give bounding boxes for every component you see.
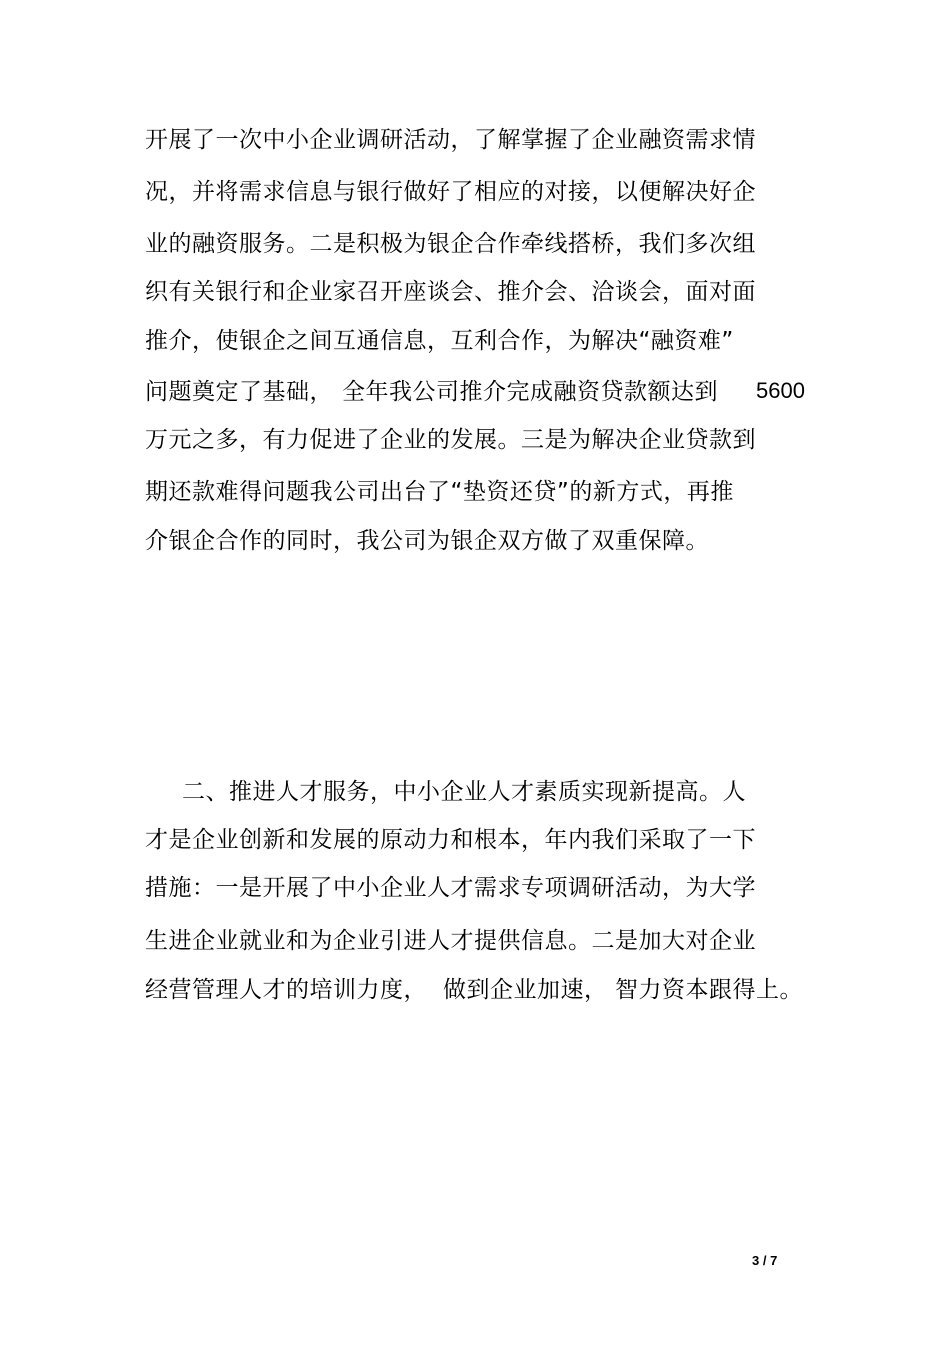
paragraph-line: 况，并将需求信息与银行做好了相应的对接，以便解决好企 <box>145 179 756 205</box>
paragraph-line: 万元之多，有力促进了企业的发展。三是为解决企业贷款到 <box>145 427 756 453</box>
paragraph-line: 介银企合作的同时，我公司为银企双方做了双重保障。 <box>145 528 709 554</box>
line-segment: 问题奠定了基础， <box>145 379 333 405</box>
paragraph-line: 开展了一次中小企业调研活动，了解掌握了企业融资需求情 <box>145 127 756 153</box>
page-number: 3 / 7 <box>752 1253 778 1268</box>
paragraph-line: 期还款难得问题我公司出台了“垫资还贷”的新方式，再推 <box>145 479 734 505</box>
paragraph-line: 措施：一是开展了中小企业人才需求专项调研活动，为大学 <box>145 875 756 901</box>
paragraph-line: 织有关银行和企业家召开座谈会、推介会、洽谈会，面对面 <box>145 279 756 305</box>
loan-amount-number: 5600 <box>756 378 805 403</box>
line-segment: 智力资本跟得上。 <box>615 977 803 1003</box>
paragraph-line: 业的融资服务。二是积极为银企合作牵线搭桥，我们多次组 <box>145 231 756 257</box>
line-segment: 经营管理人才的培训力度， <box>145 977 427 1003</box>
paragraph-line: 才是企业创新和发展的原动力和根本，年内我们采取了一下 <box>145 827 756 853</box>
line-segment: 全年我公司推介完成融资贷款额达到 <box>342 379 718 405</box>
paragraph-line: 推介，使银企之间互通信息，互利合作，为解决“融资难” <box>145 328 734 354</box>
paragraph-line: 生进企业就业和为企业引进人才提供信息。二是加大对企业 <box>145 928 756 954</box>
line-segment: 做到企业加速， <box>443 977 608 1003</box>
paragraph-line: 二、推进人才服务，中小企业人才素质实现新提高。人 <box>182 779 746 805</box>
